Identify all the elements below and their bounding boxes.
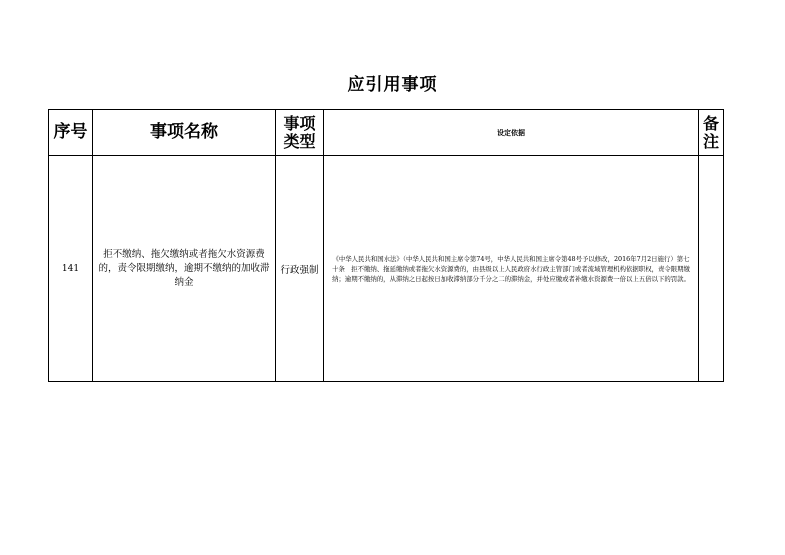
matters-table	[48, 109, 724, 382]
header-note-line1: 备	[702, 113, 719, 133]
header-basis: 设定依据	[324, 110, 699, 156]
table-row	[49, 156, 724, 382]
cell-seq: 141	[49, 156, 93, 382]
header-seq: 序号	[49, 110, 93, 156]
page-title: 应引用事项	[347, 75, 438, 95]
cell-name: 拒不缴纳、拖欠缴纳或者拖欠水资源费的，责令限期缴纳，逾期不缴纳的加收滞纳金	[93, 156, 276, 382]
cell-basis: 《中华人民共和国水法》（中华人民共和国主席令第74号，中华人民共和国主席令第48号予以修改，2016年7月2日施行）第七十条 拒不缴纳、拖延缴纳或者拖欠水资源费的，由县级以上人民政府水行政主管部门或者流域管理机构依据职权，责令限期缴纳；逾期不缴纳的，从滞纳之日起按日加收滞纳部分千分之二的滞纳金，并处应缴或者补缴水资源费一倍以上五倍以下的罚款。	[324, 156, 699, 382]
table-header-row	[49, 110, 724, 156]
header-note-line2: 注	[702, 131, 719, 151]
header-type-line2: 类型	[283, 131, 316, 151]
header-type-line1: 事项	[283, 113, 316, 133]
header-name: 事项名称	[93, 110, 276, 156]
header-type	[276, 110, 324, 156]
header-note	[699, 110, 724, 156]
cell-type: 行政强制	[276, 156, 324, 382]
cell-note	[699, 156, 724, 382]
